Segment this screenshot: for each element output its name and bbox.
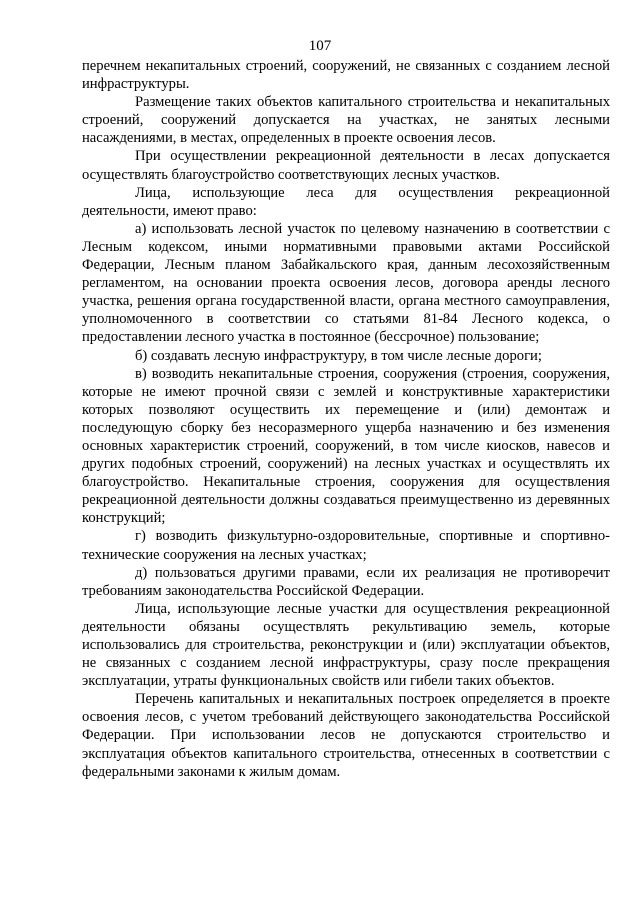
list-item-b: б) создавать лесную инфраструктуру, в том числе лесные дороги; bbox=[135, 347, 542, 364]
paragraph: Размещение таких объектов капитального строительства и некапитальных строений, сооружений допускается на участках, не занятых лесными насаждениями, в местах, определенных в проекте освоения лесов. bbox=[82, 94, 610, 147]
paragraph-continuation: перечнем некапитальных строений, сооружений, не связанных с созданием лесной инфраструктуры. bbox=[82, 58, 610, 93]
paragraph: Лица, использующие лесные участки для осуществления рекреационной деятельности обязаны осуществлять рекультивацию земель, которые использовались для строительства, реконструкции и (или) эксплуатации объектов, не связанных с созданием лесной инфраструктуры, сразу после прекращения эксплуатации, утраты функциональных свойств или гибели таких объектов. bbox=[82, 600, 610, 690]
list-item-d: д) пользоваться другими правами, если их реализация не противоречит требованиям законодательства Российской Федерации. bbox=[82, 564, 610, 599]
list-item-v: в) возводить некапитальные строения, сооружения (строения, сооружения, которые не имеют прочной связи с землей и конструктивные характеристики которых позволяют осуществить их перемещение и (или) демонтаж и последующую сборку без несоразмерного ущерба назначению и без изменения основных характеристик строений, сооружений, в том числе киосков, навесов и других подобных строений, сооружений) на лесных участках и осуществлять их благоустройство. Некапитальные строения, сооружения для осуществления рекреационной деятельности должны создаваться преимущественно из деревянных конструкций; bbox=[82, 365, 610, 527]
list-item-a: а) использовать лесной участок по целевому назначению в соответствии с Лесным кодексом, иными нормативными правовыми актами Российской Федерации, Лесным планом Забайкальского края, данным лесохозяйственным регламентом, на основании проекта освоения лесов, договора аренды лесного участка, решения органа государственной власти, органа местного самоуправления, уполномоченного в соответствии со статьями 81-84 Лесного кодекса, о предоставлении лесного участка в постоянное (бессрочное) пользование; bbox=[82, 220, 610, 346]
paragraph: Перечень капитальных и некапитальных построек определяется в проекте освоения лесов, с учетом требований действующего законодательства Российской Федерации. При использовании лесов не допускаются строительство и эксплуатация объектов капитального строительства, отнесенных в соответствии с федеральными законами к жилым домам. bbox=[82, 691, 610, 780]
page-number: 107 bbox=[308, 38, 332, 54]
document-body bbox=[82, 57, 610, 781]
list-item-g: г) возводить физкультурно-оздоровительные, спортивные и спортивно-технические сооружения на лесных участках; bbox=[82, 528, 610, 563]
paragraph: Лица, использующие леса для осуществления рекреационной деятельности, имеют право: bbox=[82, 184, 610, 219]
paragraph: При осуществлении рекреационной деятельности в лесах допускается осуществлять благоустройство соответствующих лесных участков. bbox=[82, 148, 610, 183]
